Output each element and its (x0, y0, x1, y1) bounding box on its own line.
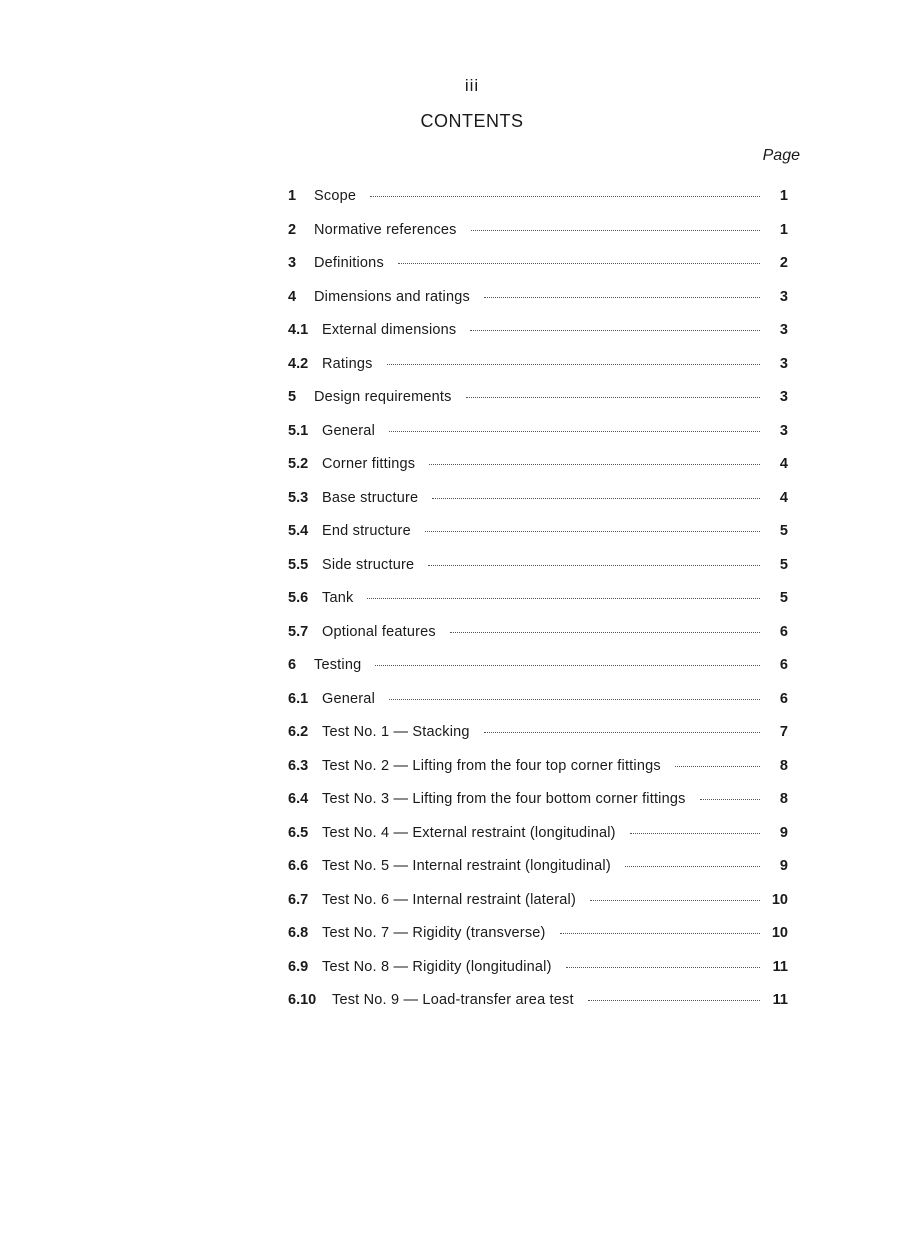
toc-entry-number: 5.2 (288, 456, 309, 472)
toc-entry-title: Dimensions and ratings (314, 288, 470, 305)
dot-leader (630, 833, 760, 834)
toc-entry-title: Design requirements (314, 389, 452, 405)
toc-entry[interactable] (288, 791, 788, 825)
toc-entry-number: 4.1 (288, 322, 309, 338)
toc-entry-page: 5 (779, 523, 788, 539)
dot-leader (471, 230, 760, 231)
toc-entry[interactable] (288, 925, 788, 959)
dot-leader (428, 565, 760, 566)
dot-leader (425, 531, 760, 532)
toc-entry[interactable] (288, 724, 788, 758)
dot-leader (367, 598, 760, 599)
toc-entry-page: 2 (779, 255, 788, 271)
page-number: iii (464, 76, 480, 95)
toc-entry-number: 1 (288, 188, 297, 204)
toc-entry-title: Test No. 2 — Lifting from the four top corner fittings (322, 757, 661, 774)
toc-entry-page: 1 (779, 221, 788, 238)
dot-leader (675, 766, 760, 767)
dot-leader (389, 431, 760, 432)
dot-leader (484, 732, 760, 733)
dot-leader (387, 364, 760, 365)
toc-entry-title: Definitions (314, 255, 384, 271)
toc-entry-page: 6 (779, 623, 788, 640)
toc-entry-page: 5 (779, 590, 788, 606)
toc-entry-title: Side structure (322, 556, 415, 573)
toc-entry-page: 7 (779, 724, 788, 740)
toc-entry-number: 4.2 (288, 355, 309, 372)
toc-entry-title: Test No. 9 — Load-transfer area test (332, 992, 574, 1008)
toc-entry[interactable] (288, 423, 788, 457)
toc-entry-title: Test No. 6 — Internal restraint (lateral) (322, 891, 576, 908)
toc-entry-title: Ratings (322, 355, 373, 372)
toc-entry-number: 6.6 (288, 858, 309, 874)
dot-leader (389, 699, 760, 700)
dot-leader (466, 397, 760, 398)
toc-entry-page: 3 (779, 288, 788, 305)
toc-entry-title: General (322, 690, 375, 707)
toc-entry[interactable] (288, 356, 788, 390)
dot-leader (470, 330, 760, 331)
toc-entry[interactable] (288, 657, 788, 691)
toc-entry-number: 2 (288, 221, 297, 238)
dot-leader (450, 632, 760, 633)
toc-entry-title: Test No. 3 — Lifting from the four bottom corner fittings (322, 791, 686, 807)
toc-entry-title: External dimensions (322, 322, 457, 338)
toc-entry-page: 9 (779, 858, 788, 874)
dot-leader (566, 967, 760, 968)
toc-entry-number: 6 (288, 657, 297, 673)
toc-entry[interactable] (288, 992, 788, 1026)
toc-entry-title: Testing (314, 657, 362, 673)
toc-entry[interactable] (288, 825, 788, 859)
toc-entry[interactable] (288, 892, 788, 926)
toc-entry[interactable] (288, 758, 788, 792)
toc-entry-page: 5 (779, 556, 788, 573)
toc-entry-title: Test No. 4 — External restraint (longitudinal) (322, 824, 616, 841)
dot-leader (398, 263, 760, 264)
toc-entry-number: 6.10 (288, 992, 317, 1008)
toc-entry-number: 6.2 (288, 724, 309, 740)
toc-entry-number: 6.8 (288, 925, 309, 941)
toc-entry-page: 11 (772, 992, 788, 1008)
toc-entry-page: 6 (779, 690, 788, 707)
toc-entry[interactable] (288, 222, 788, 256)
toc-entry-page: 11 (772, 958, 788, 975)
toc-entry-number: 5.5 (288, 556, 309, 573)
toc-entry-number: 5 (288, 389, 297, 405)
toc-entry-title: Test No. 7 — Rigidity (transverse) (322, 925, 546, 941)
page-column-label: Page (762, 147, 800, 164)
toc-entry-page: 10 (771, 891, 788, 908)
toc-entry-number: 5.6 (288, 590, 309, 606)
toc-entry-number: 6.4 (288, 791, 309, 807)
dot-leader (370, 196, 760, 197)
toc-entry[interactable] (288, 691, 788, 725)
toc-entry-page: 8 (779, 757, 788, 774)
toc-entry[interactable] (288, 557, 788, 591)
toc-entry[interactable] (288, 590, 788, 624)
toc-entry-number: 5.1 (288, 422, 309, 439)
table-of-contents (288, 188, 788, 1026)
toc-entry-title: Base structure (322, 489, 419, 506)
toc-entry-page: 1 (779, 188, 788, 204)
toc-entry-title: Test No. 1 — Stacking (322, 724, 470, 740)
toc-entry-number: 5.7 (288, 623, 309, 640)
toc-entry-number: 6.5 (288, 824, 309, 841)
dot-leader (588, 1000, 760, 1001)
toc-entry-number: 6.3 (288, 757, 309, 774)
toc-entry[interactable] (288, 188, 788, 222)
toc-entry[interactable] (288, 523, 788, 557)
toc-entry-title: Tank (322, 590, 354, 606)
toc-entry-title: Test No. 5 — Internal restraint (longitudinal) (322, 858, 611, 874)
dot-leader (375, 665, 760, 666)
toc-entry-title: Normative references (314, 221, 457, 238)
toc-entry-title: General (322, 422, 375, 439)
toc-entry-title: Optional features (322, 623, 436, 640)
dot-leader (484, 297, 760, 298)
toc-entry[interactable] (288, 389, 788, 423)
toc-entry[interactable] (288, 289, 788, 323)
toc-entry[interactable] (288, 858, 788, 892)
toc-entry-page: 3 (779, 322, 788, 338)
toc-entry-number: 6.9 (288, 958, 309, 975)
toc-entry-number: 4 (288, 288, 297, 305)
toc-entry[interactable] (288, 255, 788, 289)
dot-leader (590, 900, 760, 901)
toc-entry[interactable] (288, 322, 788, 356)
toc-entry-number: 6.1 (288, 690, 309, 707)
toc-entry-page: 8 (779, 791, 788, 807)
toc-entry-number: 5.3 (288, 489, 309, 506)
dot-leader (625, 866, 760, 867)
toc-entry[interactable] (288, 959, 788, 993)
toc-entry-page: 4 (779, 489, 788, 506)
toc-entry-page: 6 (779, 657, 788, 673)
toc-entry-number: 3 (288, 255, 297, 271)
dot-leader (560, 933, 760, 934)
toc-entry-number: 6.7 (288, 891, 309, 908)
contents-title: CONTENTS (420, 111, 524, 131)
toc-entry-page: 3 (779, 355, 788, 372)
toc-entry-title: Corner fittings (322, 456, 416, 472)
toc-entry[interactable] (288, 490, 788, 524)
toc-entry-page: 3 (779, 422, 788, 439)
toc-entry-page: 9 (779, 824, 788, 841)
dot-leader (429, 464, 760, 465)
toc-entry-title: End structure (322, 523, 411, 539)
dot-leader (432, 498, 760, 499)
toc-entry-number: 5.4 (288, 523, 309, 539)
toc-entry-title: Test No. 8 — Rigidity (longitudinal) (322, 958, 552, 975)
toc-entry-page: 4 (779, 456, 788, 472)
toc-entry-page: 3 (779, 389, 788, 405)
dot-leader (700, 799, 760, 800)
toc-entry[interactable] (288, 624, 788, 658)
toc-entry-title: Scope (314, 188, 357, 204)
toc-entry-page: 10 (771, 925, 788, 941)
toc-entry[interactable] (288, 456, 788, 490)
